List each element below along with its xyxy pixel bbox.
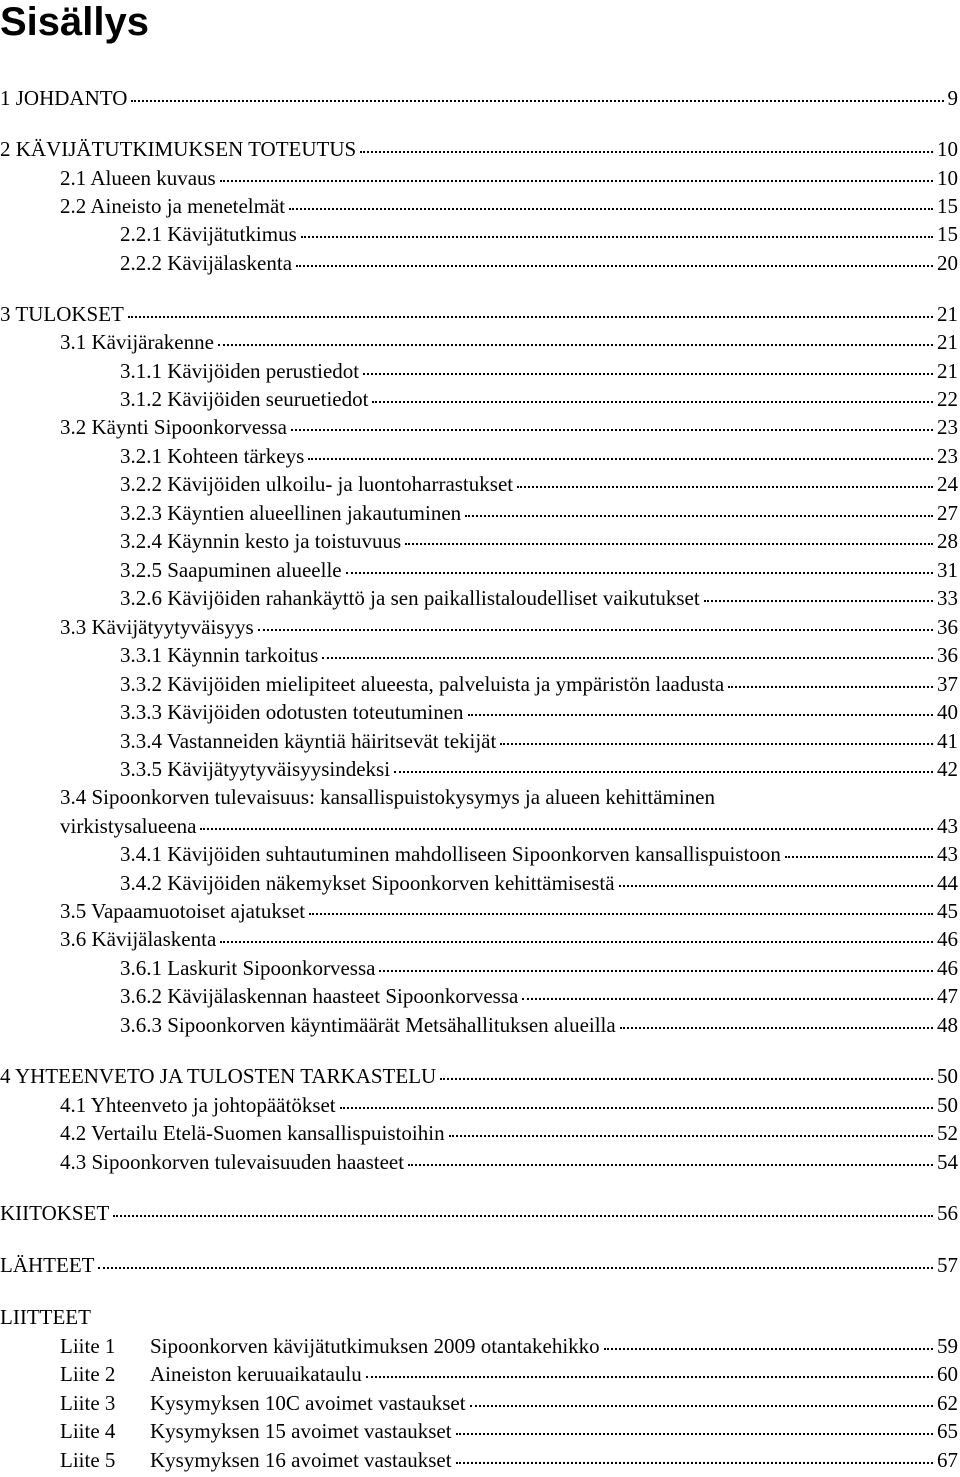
toc-entry[interactable] <box>0 1092 960 1118</box>
toc-page-number: 65 <box>937 1419 958 1443</box>
toc-entry[interactable] <box>0 728 960 754</box>
dot-leader <box>296 264 933 267</box>
toc-entry[interactable] <box>0 528 960 554</box>
dot-leader <box>309 912 933 915</box>
toc-page-number: 33 <box>937 586 958 610</box>
toc-entry-title: 3.1.1 Kävijöiden perustiedot <box>120 359 360 383</box>
toc-entry[interactable] <box>0 614 960 640</box>
dot-leader <box>405 542 933 545</box>
toc-entry[interactable] <box>0 1333 960 1359</box>
dot-leader <box>465 514 933 517</box>
toc-entry-title: 3.6.1 Laskurit Sipoonkorvessa <box>120 956 376 980</box>
toc-entry[interactable] <box>0 165 960 191</box>
toc-entry[interactable] <box>0 813 960 839</box>
dot-leader <box>728 685 933 688</box>
toc-entry[interactable] <box>0 1200 960 1226</box>
toc-entry[interactable] <box>0 870 960 896</box>
toc-entry[interactable] <box>0 386 960 412</box>
dot-leader <box>220 179 933 182</box>
toc-page-number: 10 <box>937 137 958 161</box>
toc-entry[interactable] <box>0 329 960 355</box>
toc-entry[interactable] <box>0 250 960 276</box>
dot-leader <box>517 485 933 488</box>
toc-entry[interactable] <box>0 193 960 219</box>
toc-entry[interactable] <box>0 926 960 952</box>
toc-entry[interactable] <box>0 85 960 111</box>
toc-page-number: 28 <box>937 529 958 553</box>
toc-entry[interactable] <box>0 471 960 497</box>
appendix-number: Liite 3 <box>60 1391 116 1415</box>
toc-page-number: 62 <box>937 1391 958 1415</box>
toc-entry-title: 3.4.1 Kävijöiden suhtautuminen mahdolliseen Sipoonkorven kansallispuistoon <box>120 842 781 866</box>
toc-entry-title: 2 KÄVIJÄTUTKIMUKSEN TOTEUTUS <box>0 137 357 161</box>
toc-entry[interactable] <box>0 756 960 782</box>
toc-page-number: 52 <box>937 1121 958 1145</box>
toc-entry[interactable] <box>0 1063 960 1089</box>
dot-leader <box>500 742 933 745</box>
toc-entry-title: 2.2.1 Kävijätutkimus <box>120 222 297 246</box>
dot-leader <box>366 1375 933 1378</box>
dot-leader <box>98 1266 933 1269</box>
toc-entry[interactable] <box>0 414 960 440</box>
appendix-number: Liite 5 <box>60 1448 116 1472</box>
toc-entry-title: 3.2.2 Kävijöiden ulkoilu- ja luontoharrastukset <box>120 472 514 496</box>
toc-entry-title: 3.4 Sipoonkorven tulevaisuus: kansallispuistokysymys ja alueen kehittäminen <box>60 785 715 809</box>
toc-entry[interactable] <box>0 1149 960 1175</box>
toc-entry-title: 3.3.2 Kävijöiden mielipiteet alueesta, palveluista ja ympäristön laadusta <box>120 672 725 696</box>
dot-leader <box>456 1432 933 1435</box>
toc-entry[interactable] <box>0 1012 960 1038</box>
toc-entry[interactable] <box>0 557 960 583</box>
toc-page-number: 50 <box>937 1064 958 1088</box>
dot-leader <box>522 997 933 1000</box>
toc-entry[interactable] <box>0 642 960 668</box>
toc-page-number: 43 <box>937 842 958 866</box>
toc-page-number: 46 <box>937 956 958 980</box>
toc-entry[interactable] <box>0 443 960 469</box>
toc-entry[interactable] <box>0 1304 960 1330</box>
dot-leader <box>308 457 933 460</box>
toc-page-number: 22 <box>937 387 958 411</box>
toc-entry[interactable] <box>0 1418 960 1444</box>
toc-entry[interactable] <box>0 1252 960 1278</box>
toc-entry[interactable] <box>0 585 960 611</box>
toc-entry[interactable] <box>0 1447 960 1473</box>
toc-entry[interactable] <box>0 1120 960 1146</box>
toc-entry-title: Kysymyksen 16 avoimet vastaukset <box>150 1448 452 1472</box>
dot-leader <box>340 1106 933 1109</box>
toc-page-number: 21 <box>937 302 958 326</box>
toc-page-number: 23 <box>937 444 958 468</box>
toc-entry-title: 4.2 Vertailu Etelä-Suomen kansallispuistoihin <box>60 1121 445 1145</box>
dot-leader <box>408 1163 933 1166</box>
appendix-number: Liite 4 <box>60 1419 116 1443</box>
toc-entry[interactable] <box>0 1361 960 1387</box>
toc-entry[interactable] <box>0 955 960 981</box>
toc-page-number: 42 <box>937 757 958 781</box>
toc-page-number: 31 <box>937 558 958 582</box>
toc-entry-title: LÄHTEET <box>0 1253 95 1277</box>
appendix-number: Liite 2 <box>60 1362 116 1386</box>
toc-entry[interactable] <box>0 136 960 162</box>
toc-page-number: 36 <box>937 643 958 667</box>
dot-leader <box>220 940 933 943</box>
toc-entry-title: 3.2.6 Kävijöiden rahankäyttö ja sen paikallistaloudelliset vaikutukset <box>120 586 700 610</box>
toc-entry[interactable] <box>0 358 960 384</box>
toc-page-number: 20 <box>937 251 958 275</box>
toc-page-number: 44 <box>937 871 958 895</box>
toc-page-number: 15 <box>937 194 958 218</box>
dot-leader <box>468 713 933 716</box>
toc-entry-title: 4.3 Sipoonkorven tulevaisuuden haasteet <box>60 1150 405 1174</box>
dot-leader <box>449 1134 933 1137</box>
toc-entry[interactable] <box>0 841 960 867</box>
toc-entry-title: 3.3 Kävijätyytyväisyys <box>60 615 254 639</box>
toc-entry-title: Sipoonkorven kävijätutkimuksen 2009 otantakehikko <box>150 1334 600 1358</box>
toc-page-number: 41 <box>937 729 958 753</box>
toc-entry-title: Kysymyksen 15 avoimet vastaukset <box>150 1419 452 1443</box>
toc-page-number: 37 <box>937 672 958 696</box>
toc-page-number: 43 <box>937 814 958 838</box>
toc-entry-title: Aineiston keruuaikataulu <box>150 1362 362 1386</box>
dot-leader <box>470 1404 933 1407</box>
toc-entry-title: 3.2.4 Käynnin kesto ja toistuvuus <box>120 529 402 553</box>
toc-entry[interactable] <box>0 301 960 327</box>
toc-entry[interactable] <box>0 699 960 725</box>
dot-leader <box>113 1214 933 1217</box>
toc-page-number: 24 <box>937 472 958 496</box>
toc-entry[interactable] <box>0 784 960 810</box>
toc-entry[interactable] <box>0 898 960 924</box>
toc-entry-title: LIITTEET <box>0 1305 91 1329</box>
dot-leader <box>346 571 933 574</box>
dot-leader <box>258 628 933 631</box>
toc-entry-title: virkistysalueena <box>60 814 197 838</box>
toc-entry-title: 4.1 Yhteenveto ja johtopäätökset <box>60 1093 336 1117</box>
toc-entry-title: 2.2.2 Kävijälaskenta <box>120 251 293 275</box>
dot-leader <box>604 1347 933 1350</box>
toc-entry-title: 3.2 Käynti Sipoonkorvessa <box>60 415 287 439</box>
toc-entry-title: 3.1.2 Kävijöiden seuruetiedot <box>120 387 369 411</box>
toc-entry-title: 3.3.5 Kävijätyytyväisyysindeksi <box>120 757 391 781</box>
toc-entry-title: 3.2.5 Saapuminen alueelle <box>120 558 342 582</box>
dot-leader <box>128 315 933 318</box>
toc-page-number: 56 <box>937 1201 958 1225</box>
toc-page-number: 59 <box>937 1334 958 1358</box>
toc-page-number: 10 <box>937 166 958 190</box>
toc-page-number: 40 <box>937 700 958 724</box>
toc-page-number: 45 <box>937 899 958 923</box>
toc-entry-title: 3.5 Vapaamuotoiset ajatukset <box>60 899 306 923</box>
dot-leader <box>200 827 933 830</box>
toc-entry-title: 3.3.1 Käynnin tarkoitus <box>120 643 319 667</box>
toc-page-number: 67 <box>937 1448 958 1472</box>
toc-entry-title: 3.1 Kävijärakenne <box>60 330 214 354</box>
toc-page-number: 36 <box>937 615 958 639</box>
toc-entry[interactable] <box>0 221 960 247</box>
toc-page-number: 54 <box>937 1150 958 1174</box>
appendix-number: Liite 1 <box>60 1334 116 1358</box>
dot-leader <box>218 343 933 346</box>
toc-entry-title: 3.6 Kävijälaskenta <box>60 927 217 951</box>
toc-entry-title: 2.1 Alueen kuvaus <box>60 166 216 190</box>
dot-leader <box>620 1026 933 1029</box>
dot-leader <box>131 99 943 102</box>
toc-entry-title: 3.2.1 Kohteen tärkeys <box>120 444 305 468</box>
toc-entry[interactable] <box>0 1390 960 1416</box>
toc-entry-title: 3.3.3 Kävijöiden odotusten toteutuminen <box>120 700 464 724</box>
toc-entry-title: 3.2.3 Käyntien alueellinen jakautuminen <box>120 501 462 525</box>
toc-page-number: 21 <box>937 359 958 383</box>
toc-page-number: 46 <box>937 927 958 951</box>
toc-entry-title: KIITOKSET <box>0 1201 110 1225</box>
dot-leader <box>289 207 933 210</box>
toc-page-number: 15 <box>937 222 958 246</box>
toc-page-number: 47 <box>937 984 958 1008</box>
toc-page-number: 21 <box>937 330 958 354</box>
dot-leader <box>301 235 933 238</box>
dot-leader <box>456 1461 933 1464</box>
toc-entry-title: 3.6.2 Kävijälaskennan haasteet Sipoonkorvessa <box>120 984 519 1008</box>
dot-leader <box>704 599 933 602</box>
dot-leader <box>291 428 933 431</box>
dot-leader <box>619 884 933 887</box>
toc-entry-title: 4 YHTEENVETO JA TULOSTEN TARKASTELU <box>0 1064 437 1088</box>
toc-entry-title: 3 TULOKSET <box>0 302 124 326</box>
dot-leader <box>785 855 933 858</box>
toc-entry-title: 2.2 Aineisto ja menetelmät <box>60 194 286 218</box>
dot-leader <box>394 770 933 773</box>
toc-entry-title: Kysymyksen 10C avoimet vastaukset <box>150 1391 466 1415</box>
toc-page-number: 50 <box>937 1093 958 1117</box>
dot-leader <box>440 1077 933 1080</box>
toc-entry-title: 3.3.4 Vastanneiden käyntiä häiritsevät tekijät <box>120 729 497 753</box>
dot-leader <box>360 150 933 153</box>
toc-entry-title: 1 JOHDANTO <box>0 86 128 110</box>
toc-entry-title: 3.4.2 Kävijöiden näkemykset Sipoonkorven kehittämisestä <box>120 871 615 895</box>
toc-entry-title: 3.6.3 Sipoonkorven käyntimäärät Metsähallituksen alueilla <box>120 1013 616 1037</box>
dot-leader <box>379 969 933 972</box>
toc-page-number: 57 <box>937 1253 958 1277</box>
toc-page-number: 60 <box>937 1362 958 1386</box>
toc-entry[interactable] <box>0 983 960 1009</box>
toc-page-number: 27 <box>937 501 958 525</box>
toc-entry[interactable] <box>0 500 960 526</box>
toc-page-number: 48 <box>937 1013 958 1037</box>
dot-leader <box>372 400 933 403</box>
toc-entry[interactable] <box>0 671 960 697</box>
toc-page-number: 9 <box>947 86 958 110</box>
dot-leader <box>363 372 933 375</box>
page-title: Sisällys <box>0 0 150 44</box>
toc-page-number: 23 <box>937 415 958 439</box>
dot-leader <box>322 656 933 659</box>
